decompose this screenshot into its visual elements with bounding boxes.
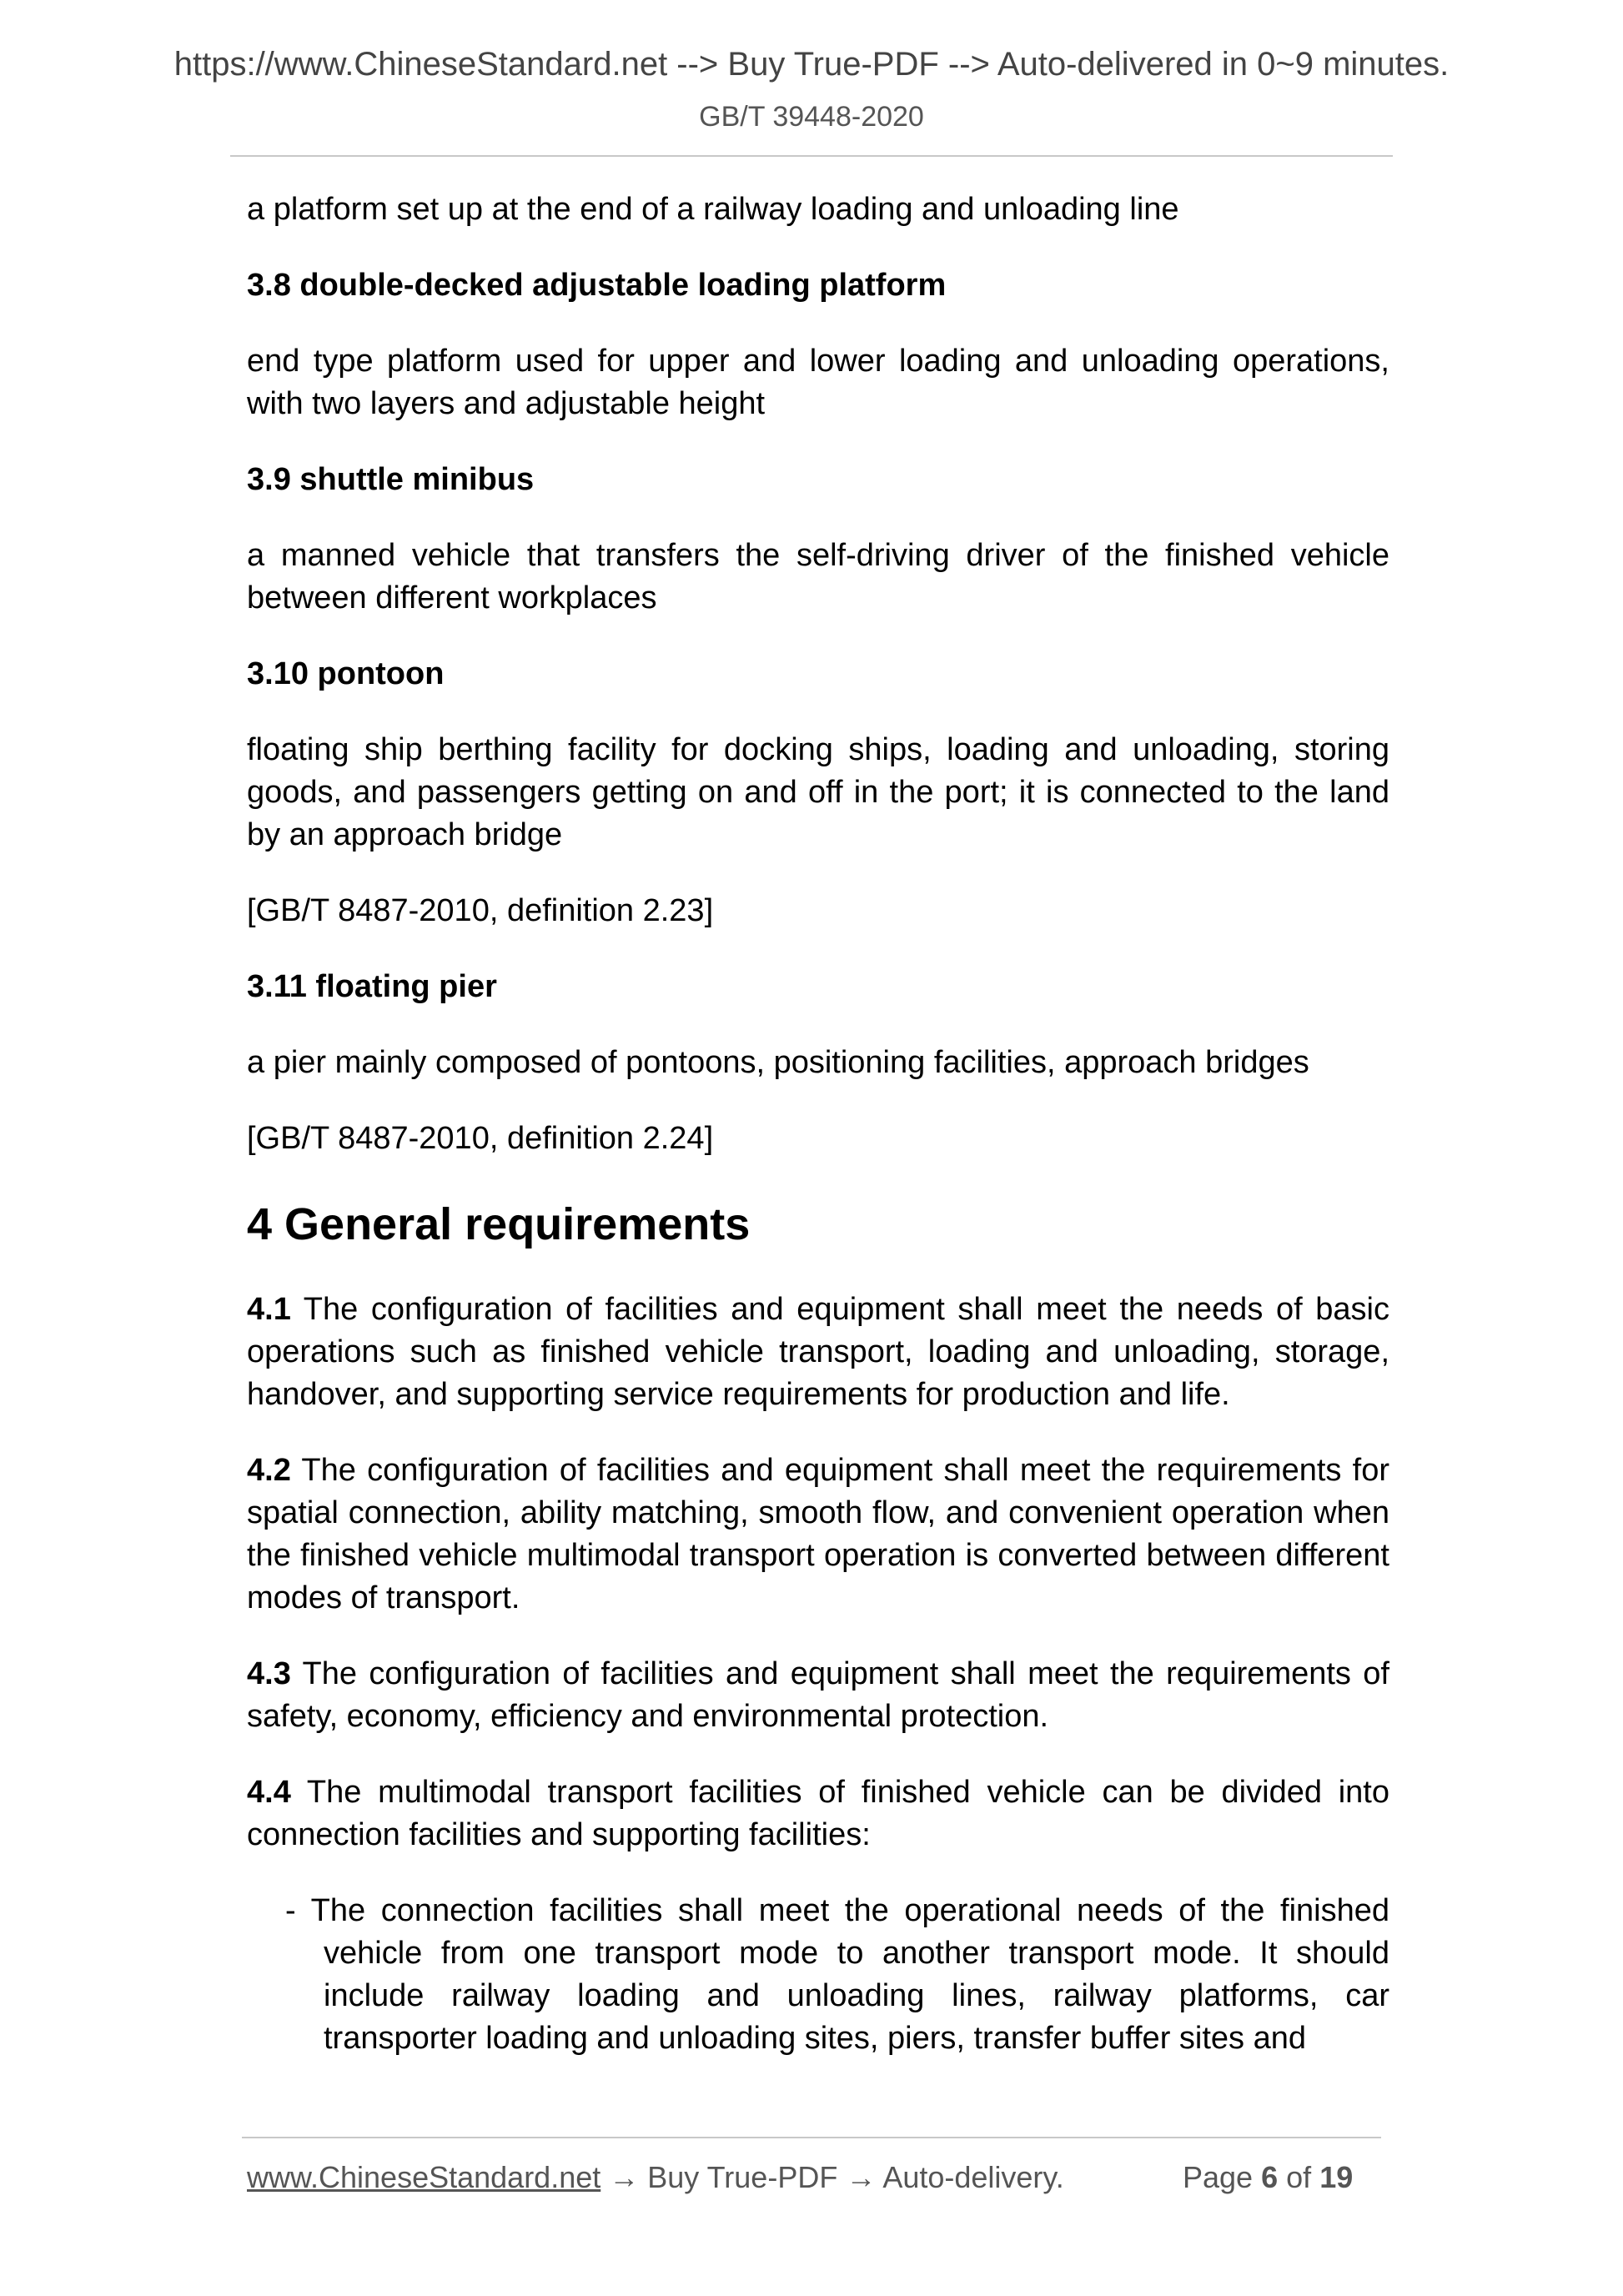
clause-text: The configuration of facilities and equipment shall meet the needs of basic operations such as finished vehicle transport, loading and unloading, storage, handover, and supporting service requirements for production and life. (247, 1292, 1389, 1412)
definition-text: end type platform used for upper and lower loading and unloading operations, with two layers and adjustable height (247, 344, 1389, 421)
page-label: Page (1183, 2160, 1254, 2194)
footer-divider (242, 2137, 1381, 2138)
source-banner: https://www.ChineseStandard.net --> Buy True-PDF --> Auto-delivered in 0~9 minutes. (173, 46, 1450, 83)
clause-text: The configuration of facilities and equipment shall meet the requirements for spatial connection, ability matching, smooth flow, and convenient operation when the finished vehicle multimodal transport operation is converted between different modes of transport. (247, 1453, 1389, 1615)
term-heading: 3.8 double-decked adjustable loading platform (247, 268, 947, 303)
definition-reference: [GB/T 8487-2010, definition 2.23] (247, 893, 714, 928)
page-current: 6 (1261, 2160, 1279, 2194)
term-heading: 3.11 floating pier (247, 969, 497, 1004)
clause (247, 1449, 1389, 1620)
clause-number: 4.2 (247, 1453, 291, 1488)
term-heading: 3.9 shuttle minibus (247, 462, 535, 497)
site-link[interactable]: www.ChineseStandard.net (247, 2160, 601, 2194)
page-of-label: of (1286, 2160, 1312, 2194)
clause-text: The multimodal transport facilities of finished vehicle can be divided into connection facilities and supporting facilities: (247, 1775, 1389, 1852)
document-body (247, 188, 1389, 2060)
definition-text: a platform set up at the end of a railway loading and unloading line (247, 192, 1179, 227)
clause-number: 4.1 (247, 1292, 291, 1327)
clause-number: 4.3 (247, 1656, 291, 1691)
term-heading: 3.10 pontoon (247, 656, 445, 691)
footer-promo (247, 2158, 1064, 2197)
definition-text: floating ship berthing facility for docking ships, loading and unloading, storing goods, and passengers getting on and off in the port; it is connected to the land by an approach bridge (247, 732, 1389, 852)
definition-text: a manned vehicle that transfers the self-driving driver of the finished vehicle between different workplaces (247, 538, 1389, 615)
section-heading: 4 General requirements (247, 1199, 751, 1249)
clause-number: 4.4 (247, 1775, 291, 1810)
clause (247, 1289, 1389, 1416)
definition-text: a pier mainly composed of pontoons, positioning facilities, approach bridges (247, 1045, 1309, 1080)
clause (247, 1771, 1389, 1856)
standard-code: GB/T 39448-2020 (699, 101, 924, 133)
header-divider (230, 155, 1393, 157)
definition-reference: [GB/T 8487-2010, definition 2.24] (247, 1121, 714, 1156)
page-indicator (1183, 2158, 1353, 2197)
list-item: - The connection facilities shall meet the operational needs of the finished vehicle from one transport mode to another transport mode. It should include railway loading and unloading lines, railway platforms, car transporter loading and unloading sites, piers, transfer buffer sites and (285, 1893, 1389, 2056)
footer-tagline: → Buy True-PDF → Auto-delivery. (600, 2160, 1064, 2194)
page-total: 19 (1319, 2160, 1354, 2194)
clause (247, 1653, 1389, 1738)
clause-text: The configuration of facilities and equipment shall meet the requirements of safety, economy, efficiency and environmental protection. (247, 1656, 1389, 1734)
